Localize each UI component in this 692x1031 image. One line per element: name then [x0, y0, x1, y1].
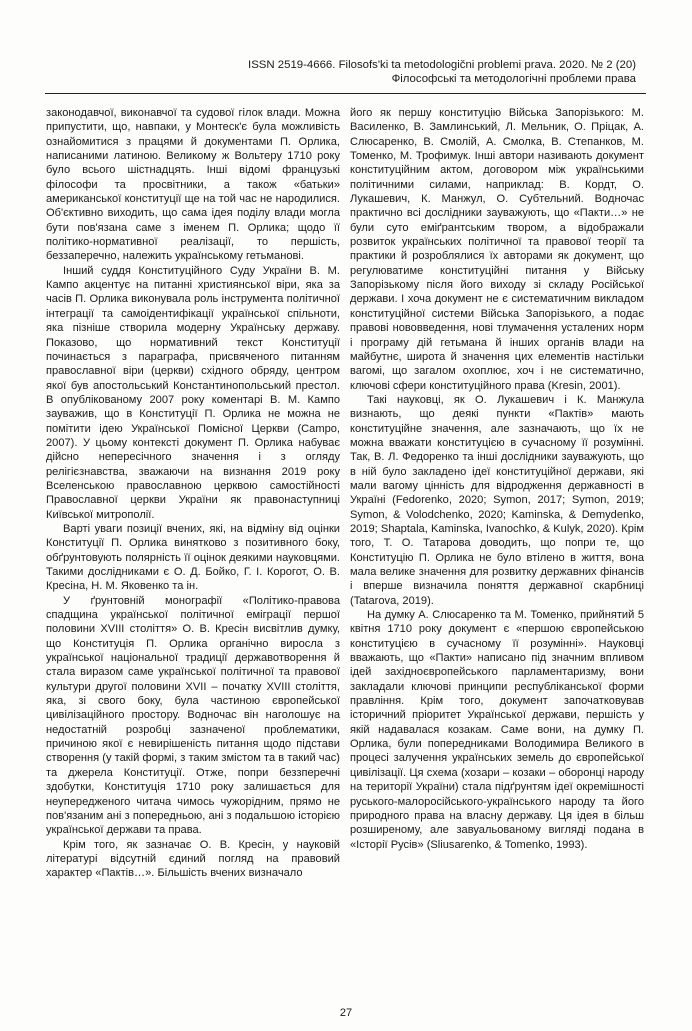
right-column — [350, 106, 644, 852]
header-journal-title: Філософські та методологічні проблеми права — [391, 73, 636, 85]
paragraph: Інший суддя Конституційного Суду України В. М. Кампо акцентує на питанні християнської віри, яка за часів П. Орлика виконувала роль інструмента політичної інтеграції та самоідентифікації української спільноти, яка пізніше створила модерну Українську державу. Показово, що нормативний текст Конституції починається з параграфа, присвяченого питанням православної віри (церкви) східного обряду, центром якої був апостольський Константинопольський престол. В опублікованому 2007 року коментарі В. М. Кампо зауважив, що в Конституції П. Орлика не можна не помітити ідею Української Помісної Церкви (Campo, 2007). У цьому контексті документ П. Орлика набуває дійсно непересічного значення і з огляду релігієзнавства, зважаючи на визнання 2019 року Вселенською православною церквою самостійності Православної церкви України як правонаступниці Київської митрополії. — [46, 264, 340, 521]
left-column — [46, 106, 340, 881]
running-header — [150, 58, 636, 86]
paragraph: Крім того, як зазначає О. В. Кресін, у науковій літературі відсутній єдиний погляд на правовий характер «Пактів…». Більшість вчених визначало — [46, 838, 340, 880]
header-issn-line: ISSN 2519-4666. Filosofs'ki ta metodologični problemi prava. 2020. № 2 (20) — [248, 59, 636, 71]
paragraph: Такі науковці, як О. Лукашевич і К. Манжула визнають, що деякі пункти «Пактів» мають конституційне значення, але зазначають, що їх не можна вважати конституцією в сучасному її розумінні. Так, В. Л. Федоренко та інші дослідники зауважують, що в ній було закладено ідеї конституційної держави, які мали вагому цінність для відродження державності в Україні (Fedorenko, 2020; Symon, 2017; Symon, 2019; Symon, & Volodchenko, 2020; Kaminska, & Demydenko, 2019; Shaptala, Kaminska, Ivanochko, & Kulyk, 2020). Крім того, Т. О. Татарова доводить, що попри те, що Конституцію П. Орлика не було втілено в життя, вона мала велике значення для розвитку державних фінансів і вперше визначила поняття державної скарбниці (Tatarova, 2019). — [350, 393, 644, 607]
paragraph: Варті уваги позиції вчених, які, на відміну від оцінки Конституції П. Орлика винятково з позитивного боку, обґрунтовують полярність її оцінок деякими науковцями. Такими дослідниками є О. Д. Бойко, Г. І. Корогот, О. В. Кресіна, Н. М. Яковенко та ін. — [46, 522, 340, 593]
header-divider — [45, 93, 646, 94]
paragraph: У ґрунтовній монографії «Політико-правова спадщина української політичної еміграції першої половини XVIII століття» О. В. Кресін висвітлив думку, що Конституція П. Орлика органічно виросла з української національної традиції державотворення й стала виразом саме української політичної та правової культури другої половини XVII – початку XVIII століття, яка, зі свого боку, була частиною європейської цивілізаційного простору. Водночас він наголошує на недостатній розробці зазначеної проблематики, причиною якої є невирішеність питання щодо підстави створення (у такій формі, з таким змістом та в такий час) та джерела Конституції. Отже, попри беззперечні здобутки, Конституція 1710 року залишається для неупередженого читача чимось чужорідним, прямо не пов'язаним ані з попередньою, ані з подальшою історією української держави та права. — [46, 594, 340, 837]
paragraph: його як першу конституцію Війська Запорізького: М. Василенко, В. Замлинський, Л. Мельник, О. Пріцак, А. Слюсаренко, В. Смолій, А. Смолка, В. Степанков, М. Томенко, М. Трофимук. Інші автори називають документ конституційним актом, договором між українськими політичними силами, наприклад: В. Кордт, О. Лукашевич, К. Манжул, О. Субтельний. Водночас практично всі дослідники зауважують, що «Пакти…» не були суто еміґрантським твором, а відображали розвиток українських політичної та правової теорії та практики й розроблялися їх авторами як документ, що регулюватиме конституційні питання у Війську Запорізькому після його виходу зі складу Російської держави. І хоча документ не є систематичним викладом конституційної системи Війська Запорізького, а подає правові нововведення, нові тлумачення усталених норм і програму дій гетьмана й інших органів влади на майбутнє, широта й значення цих елементів настільки вагомі, що загалом охоплює, хоч і не систематично, ключові сфери конституційного права (Kresin, 2001). — [350, 107, 644, 392]
paragraph: законодавчої, виконавчої та судової гілок влади. Можна припустити, що, навпаки, у Монтеск'є була можливість ознайомитися з працями й документами П. Орлика, написаними латиною. Великому ж Вольтеру 1710 року було всього шістнадцять. Інші відомі французькі філософи та просвітники, а також «батьки» американської конституції ще на той час не народилися. Об'єктивно виходить, що сама ідея поділу влади могла бути пов'язана саме з іменем П. Орлика; щодо її політико-нормативної реалізації, то першість, беззаперечно, належить українському гетьманові. — [46, 107, 340, 263]
page-number: 27 — [339, 1007, 353, 1019]
paragraph: На думку А. Слюсаренко та М. Томенко, прийнятий 5 квітня 1710 року документ є «першою європейською конституцією в сучасному її розумінні». Науковці вважають, що «Пакти» написано під значним впливом ідей західноєвропейського парламентаризму, вони закладали ключові принципи республіканської форми правління. Крім того, документ започатковував історичний пріоритет Української держави, першість у якій надавалася козакам. Саме вони, на думку П. Орлика, були попередниками Володимира Великого в процесі залучення українських земель до європейської цивілізації. Ця схема (хозари – козаки – оборонці народу на території України) стала підґрунтям ідеї окремішності руського-малоросійського-українського народу та його природного права на власну державу. Ця ідея в більш розширеному, але завуальованому вигляді подана в «Історії Русів» (Sliusarenko, & Tomenko, 1993). — [350, 609, 644, 851]
